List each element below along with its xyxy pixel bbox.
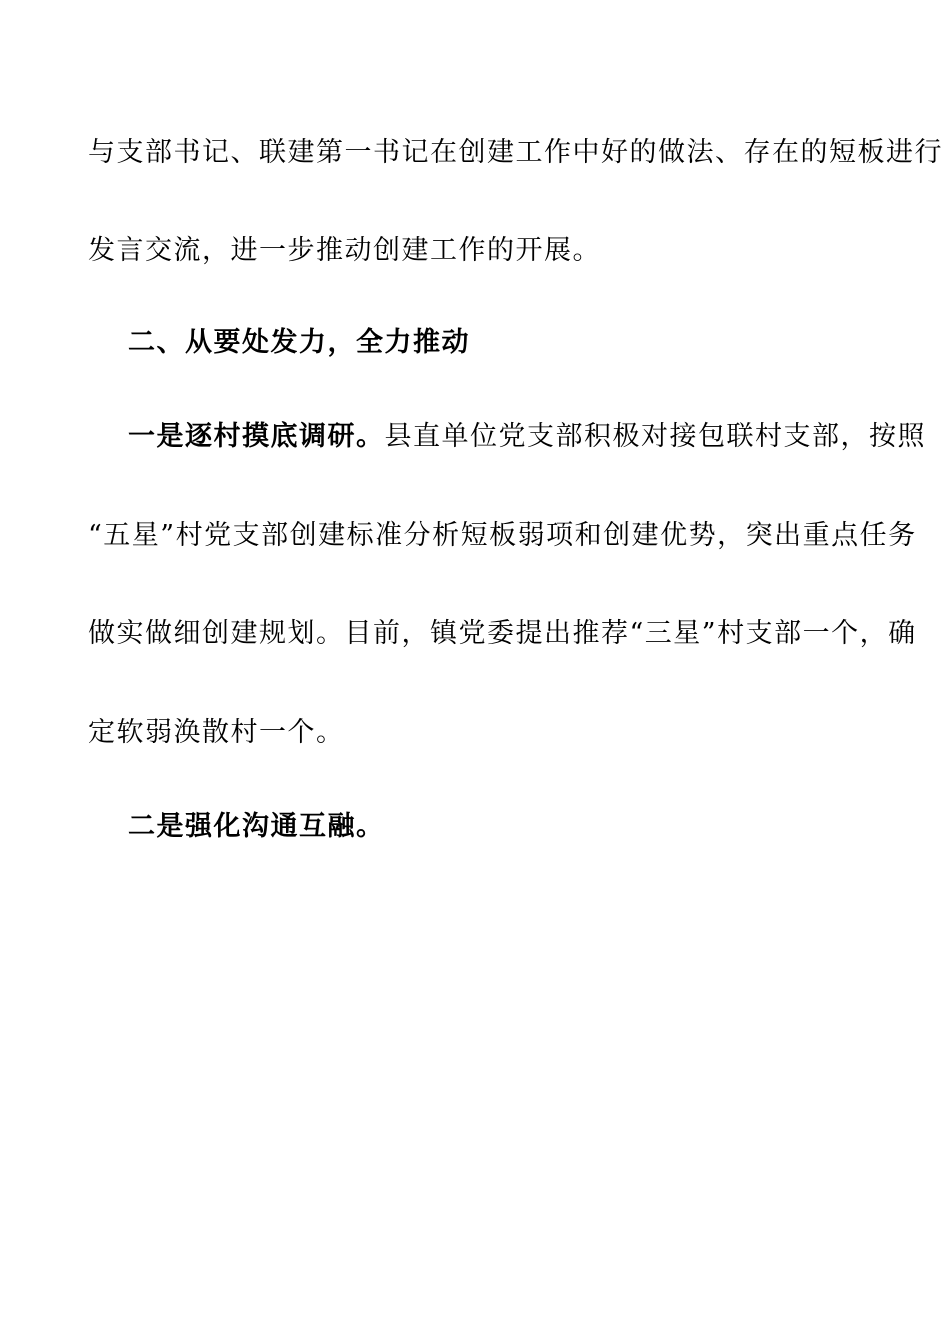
paragraph-2-line-2: “五星”村党支部创建标准分析短板弱项和创建优势，突出重点任务 [88,520,917,551]
paragraph-3-lead: 二是强化沟通互融。 [128,811,385,842]
paragraph-2-line-1-text: 县直单位党支部积极对接包联村支部，按照 [384,421,926,452]
paragraph-1-line-1: 与支部书记、联建第一书记在创建工作中好的做法、存在的短板进行 [88,137,943,168]
paragraph-1-line-2: 发言交流，进一步推动创建工作的开展。 [88,235,601,266]
paragraph-2-line-1 [128,420,926,454]
section-heading: 二、从要处发力，全力推动 [128,327,470,358]
paragraph-2-line-3: 做实做细创建规划。目前，镇党委提出推荐“三星”村支部一个，确 [88,618,917,649]
paragraph-2-line-4: 定软弱涣散村一个。 [88,717,345,748]
paragraph-2-lead: 一是逐村摸底调研。 [128,421,385,452]
